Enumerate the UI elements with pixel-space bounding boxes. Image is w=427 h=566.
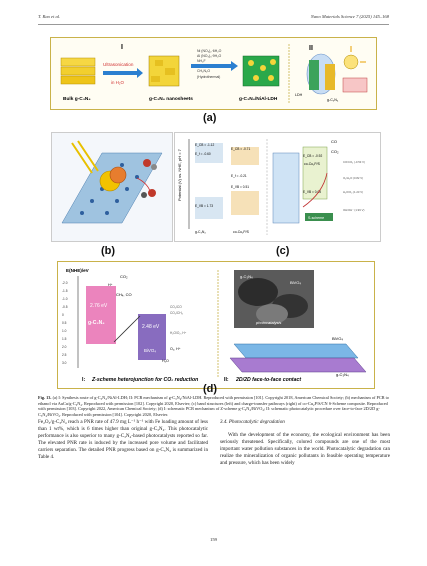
gcn-band [86, 286, 116, 344]
bivo4-band-label: BiVO₄ [144, 348, 157, 353]
bivo4-gap-label: 2.48 eV [142, 324, 160, 330]
panel-d-yticks [62, 281, 68, 365]
body-left-column [38, 419, 208, 460]
s-scheme-label: S-scheme [308, 216, 325, 220]
sheet-bottom-label: g-C₃N₄ [336, 372, 349, 377]
panel-d-caption-2: 2D/2D face-to-face contact [236, 377, 302, 383]
gcn-band-label: g-C₃N₄ [88, 320, 105, 326]
panel-d-ylabel: E(NHE)/eV [66, 268, 89, 273]
caption-text: (a) I: Synthesis route of g-C₃N₄/NiAl-LDH; II: PCR mechanism of g-C₃N₄/NiAl-LDH. Reproduced with permission [101]. Copyright 2018, American Chemical Society; (b) mechanism of PCR to ethanol via AuCu/g-C₃N₄. Reproduced with permission [102]. Copyright 2020, Elsevier; (c) band structures (left) and charge-transfer pathways (right) of co-Cu₂P/S/CN S-Scheme composite. Reproduced with permission [103]. Copyright 2022, American Chemical Society; (d) I: schematic PCR mechanism of Z-scheme g-C₃N₄/BiVO₄; II: schematic photocatalytic procedure over face-to-face 2D/2D g-C₃N₄/BiVO₄. Reproduced with permission [104]. Copyright 2020, Elsevier. [38, 395, 390, 417]
level-left-vb: E_VB = 1.73 [195, 204, 213, 208]
arrow-1 [103, 68, 143, 78]
o2h-label: O₂, H⁺ [170, 347, 181, 351]
level-right-vb: E_VB = 0.05 [303, 190, 321, 194]
level-left-f: E_f = -0.60 [195, 152, 211, 156]
figure-caption [38, 395, 390, 417]
tem-bivo4-label: BiVO₄ [290, 280, 301, 285]
gcn-mech-label: g-C₃N₄ [327, 98, 339, 102]
figure-panel-b [51, 132, 173, 242]
ytick-5: 0.5 [62, 321, 67, 325]
panel-d-graphic [58, 262, 374, 388]
ytick-2: -1.0 [62, 297, 68, 301]
level-mid-vb: E_VB = 0.51 [231, 185, 249, 189]
ytick-4: 0 [62, 313, 64, 317]
ytick-1: -1.5 [62, 289, 68, 293]
gcn-nanosheets-graphic [149, 56, 179, 86]
gcn-gap-label: 2.76 eV [90, 303, 108, 309]
h-plus-label: H⁺ [108, 283, 113, 287]
panel-label-d: (d) [203, 383, 218, 395]
figure-panel-c [174, 132, 381, 242]
running-header [38, 14, 389, 24]
bulk-gcn-stack [61, 58, 95, 84]
level-mid-f: E_f = -0.21 [231, 174, 247, 178]
panel-label-b: (b) [101, 245, 116, 257]
composite-graphic [243, 56, 279, 86]
bulk-gcn-label: Bulk g-C₃N₄ [63, 97, 91, 102]
ytick-9: 2.5 [62, 353, 67, 357]
product-co: CO [331, 139, 337, 144]
body-right-paragraph: With the development of the economy, the ecological environment has been seriously threatened. Specifically, colored compounds are one of the most important water pollution substances in the world. Photocatalytic degradation can realize the mineralization of organic pollutants in feasible operating temperature and pressure, which has been widely [220, 431, 390, 466]
panel-a-roman-2: II [309, 45, 313, 52]
composite-label: g-C₃N₄/NiAl-LDH [239, 97, 278, 102]
product-co2: CO₂ [331, 149, 339, 154]
reagent-3: NH₄F [197, 59, 206, 63]
ytick-7: 1.5 [62, 337, 67, 341]
level-mid-cb: E_CB = -0.71 [231, 147, 251, 151]
tem-gcn-label: g-C₃N₄ [240, 274, 253, 279]
reagent-2: Al (NO₃)₃·9H₂O [197, 54, 222, 58]
z-scheme-arrow [114, 316, 140, 342]
ch4co-label: CH₄, CO [116, 292, 132, 297]
h2o-label: H₂O [162, 359, 169, 363]
ytick-8: 2.0 [62, 345, 67, 349]
level-left-cb: E_CB = -1.12 [195, 143, 215, 147]
panel-label-c: (c) [276, 245, 290, 257]
panel-c-tick-left: g-C₃N₄ [195, 230, 206, 234]
panel-c-ylabel: Potential (V) vs. NHE, pH = 7 [177, 149, 182, 201]
redox-co2ch4: CO₂/CH₄ [170, 311, 183, 315]
level-right-cb: E_CB = -0.92 [303, 154, 323, 158]
in-h2o-label: in H₂O [111, 80, 124, 85]
co2-label: CO₂ [120, 274, 128, 279]
ldh-label: LDH [295, 93, 303, 97]
caption-label: Fig. 13. [38, 395, 52, 400]
header-rule [38, 24, 389, 25]
reagent-4: CH₄N₂O [197, 69, 211, 73]
sheet-gcn [230, 358, 366, 372]
nanosheets-label: g-C₃N₄ nanosheets [149, 97, 193, 102]
panel-d-roman-2: II: [224, 377, 229, 383]
reagent-1: Ni (NO₃)₂·6H₂O [197, 49, 222, 53]
body-right-column [220, 419, 390, 466]
redox-4: OH/OH⁻ (1.99 V) [343, 208, 365, 212]
bivo4-band [138, 314, 166, 360]
header-journal: Nano Materials Science 7 (2025) 145–168 [310, 14, 389, 19]
redox-3: H₂O/O₂ (1.23 V) [343, 190, 364, 194]
redox-co2co: CO₂/CO [170, 305, 182, 309]
panel-c-tick-mid: co-Cu₂P/S [233, 230, 249, 234]
panel-d-caption-1: Z-scheme heterojunction for CO₂ reduction [92, 377, 199, 383]
panel-a-graphic [51, 38, 376, 109]
photocatalysis-label: photocatalysis [256, 320, 282, 325]
mechanism-graphic [307, 46, 367, 94]
panel-b-graphic [52, 133, 172, 241]
ytick-6: 1.0 [62, 329, 67, 333]
panel-label-a: (a) [203, 112, 217, 124]
sheet-top-label: BiVO₄ [332, 336, 343, 341]
ultrasonication-label: Ultrasonication [103, 62, 134, 67]
hydrothermal-label: (Hydrothermal) [197, 75, 221, 79]
sheet-bivo4 [234, 344, 358, 358]
panel-d-roman-1: I: [82, 377, 86, 383]
panel-c-graphic [175, 133, 380, 241]
panel-a-roman-1: I [121, 44, 123, 51]
ytick-3: -0.5 [62, 305, 68, 309]
ytick-10: 3.0 [62, 361, 67, 365]
redox-h2o: H₂O/O₂, H⁺ [170, 331, 187, 335]
header-authors: T. Rao et al. [38, 14, 61, 19]
page-number: 159 [210, 537, 217, 542]
figure-panel-d [57, 261, 375, 389]
body-left-paragraph: Fe₂O₃/g-C₃N₄ reach a PNR rate of 47.9 mg L⁻¹ h⁻¹ with Fe loading amount of less than 1 wt%, which is 6 times higher than original g-C₃N₄. This photocatalytic performance is also superior to many g-C₃N₄-based photocatalysts reported so far. The elevated PNR rate is induced by the increased pore volume and facilitated carriers separation. The detailed PNR progress based on g-C₃N₄ is summarized in Table 4. [38, 419, 208, 460]
section-heading: 3.4. Photocatalytic degradation [220, 419, 285, 425]
ytick-0: -2.0 [62, 281, 68, 285]
redox-2: O₂/H₂O (0.82 V) [343, 176, 364, 180]
redox-1: CO/CO₂ (-0.53 V) [343, 160, 365, 164]
panel-c-tick-comp: co-Cu₂P/S [304, 162, 320, 166]
figure-panel-a [50, 37, 377, 110]
